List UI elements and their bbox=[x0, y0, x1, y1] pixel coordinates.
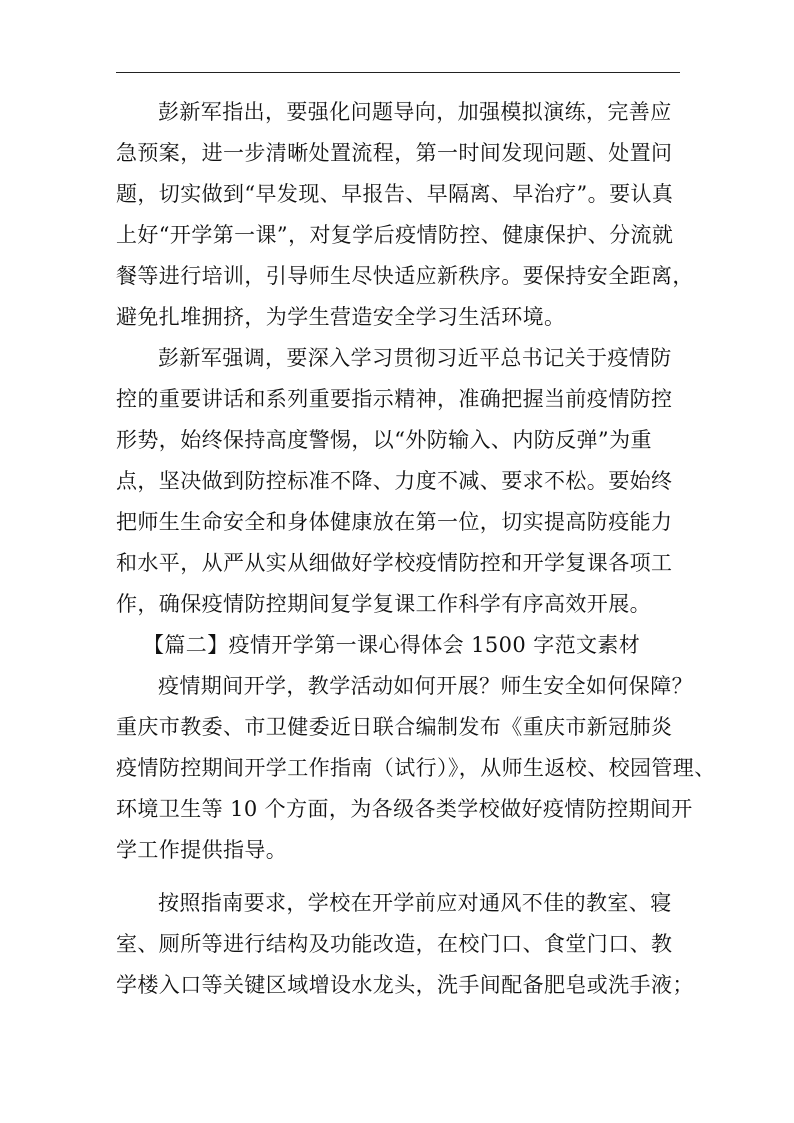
document-body bbox=[116, 92, 716, 1006]
text-line: 题，切实做到“早发现、早报告、早隔离、早治疗”。要认真 bbox=[116, 182, 674, 206]
text-line: 上好“开学第一课”，对复学后疫情防控、健康保护、分流就 bbox=[116, 223, 674, 247]
text-line: 疫情防控期间开学工作指南（试行）》，从师生返校、校园管理、 bbox=[116, 756, 716, 780]
paragraph-gap bbox=[116, 871, 684, 883]
text-line: 把师生生命安全和身体健康放在第一位，切实提高防疫能力 bbox=[116, 510, 673, 534]
text-line: 彭新军强调，要深入学习贯彻习近平总书记关于疫情防 bbox=[158, 346, 672, 370]
paragraph-1 bbox=[116, 92, 694, 338]
section-heading: 【篇二】疫情开学第一课心得体会 1500 字范文素材 bbox=[143, 633, 641, 657]
text-line: 环境卫生等 10 个方面，为各级各类学校做好疫情防控期间开 bbox=[116, 797, 693, 821]
text-line: 疫情期间开学，教学活动如何开展？师生安全如何保障？ bbox=[158, 674, 693, 698]
text-line: 学楼入口等关键区域增设水龙头，洗手间配备肥皂或洗手液； bbox=[116, 973, 694, 997]
text-line: 和水平，从严从实从细做好学校疫情防控和开学复课各项工 bbox=[116, 551, 673, 575]
text-line: 彭新军指出，要强化问题导向，加强模拟演练，完善应 bbox=[158, 100, 672, 124]
text-line: 作，确保疫情防控期间复学复课工作科学有序高效开展。 bbox=[116, 592, 651, 616]
text-line: 形势，始终保持高度警惕，以“外防输入、内防反弹”为重 bbox=[116, 428, 652, 452]
text-line: 重庆市教委、市卫健委近日联合编制发布《重庆市新冠肺炎 bbox=[116, 715, 673, 739]
header-rule bbox=[116, 72, 680, 73]
paragraph-4 bbox=[116, 883, 694, 1006]
text-line: 室、厕所等进行结构及功能改造，在校门口、食堂门口、教 bbox=[116, 932, 673, 956]
text-line: 控的重要讲话和系列重要指示精神，准确把握当前疫情防控 bbox=[116, 387, 673, 411]
text-line: 急预案，进一步清晰处置流程，第一时间发现问题、处置问 bbox=[116, 141, 673, 165]
text-line: 按照指南要求，学校在开学前应对通风不佳的教室、寝 bbox=[158, 891, 672, 915]
paragraph-2 bbox=[116, 338, 684, 625]
text-line: 餐等进行培训，引导师生尽快适应新秩序。要保持安全距离， bbox=[116, 264, 694, 288]
text-line: 学工作提供指导。 bbox=[116, 838, 288, 862]
text-line: 点，坚决做到防控标准不降、力度不减、要求不松。要始终 bbox=[116, 469, 673, 493]
text-line: 避免扎堆拥挤，为学生营造安全学习生活环境。 bbox=[116, 305, 566, 329]
paragraph-3 bbox=[116, 666, 716, 871]
